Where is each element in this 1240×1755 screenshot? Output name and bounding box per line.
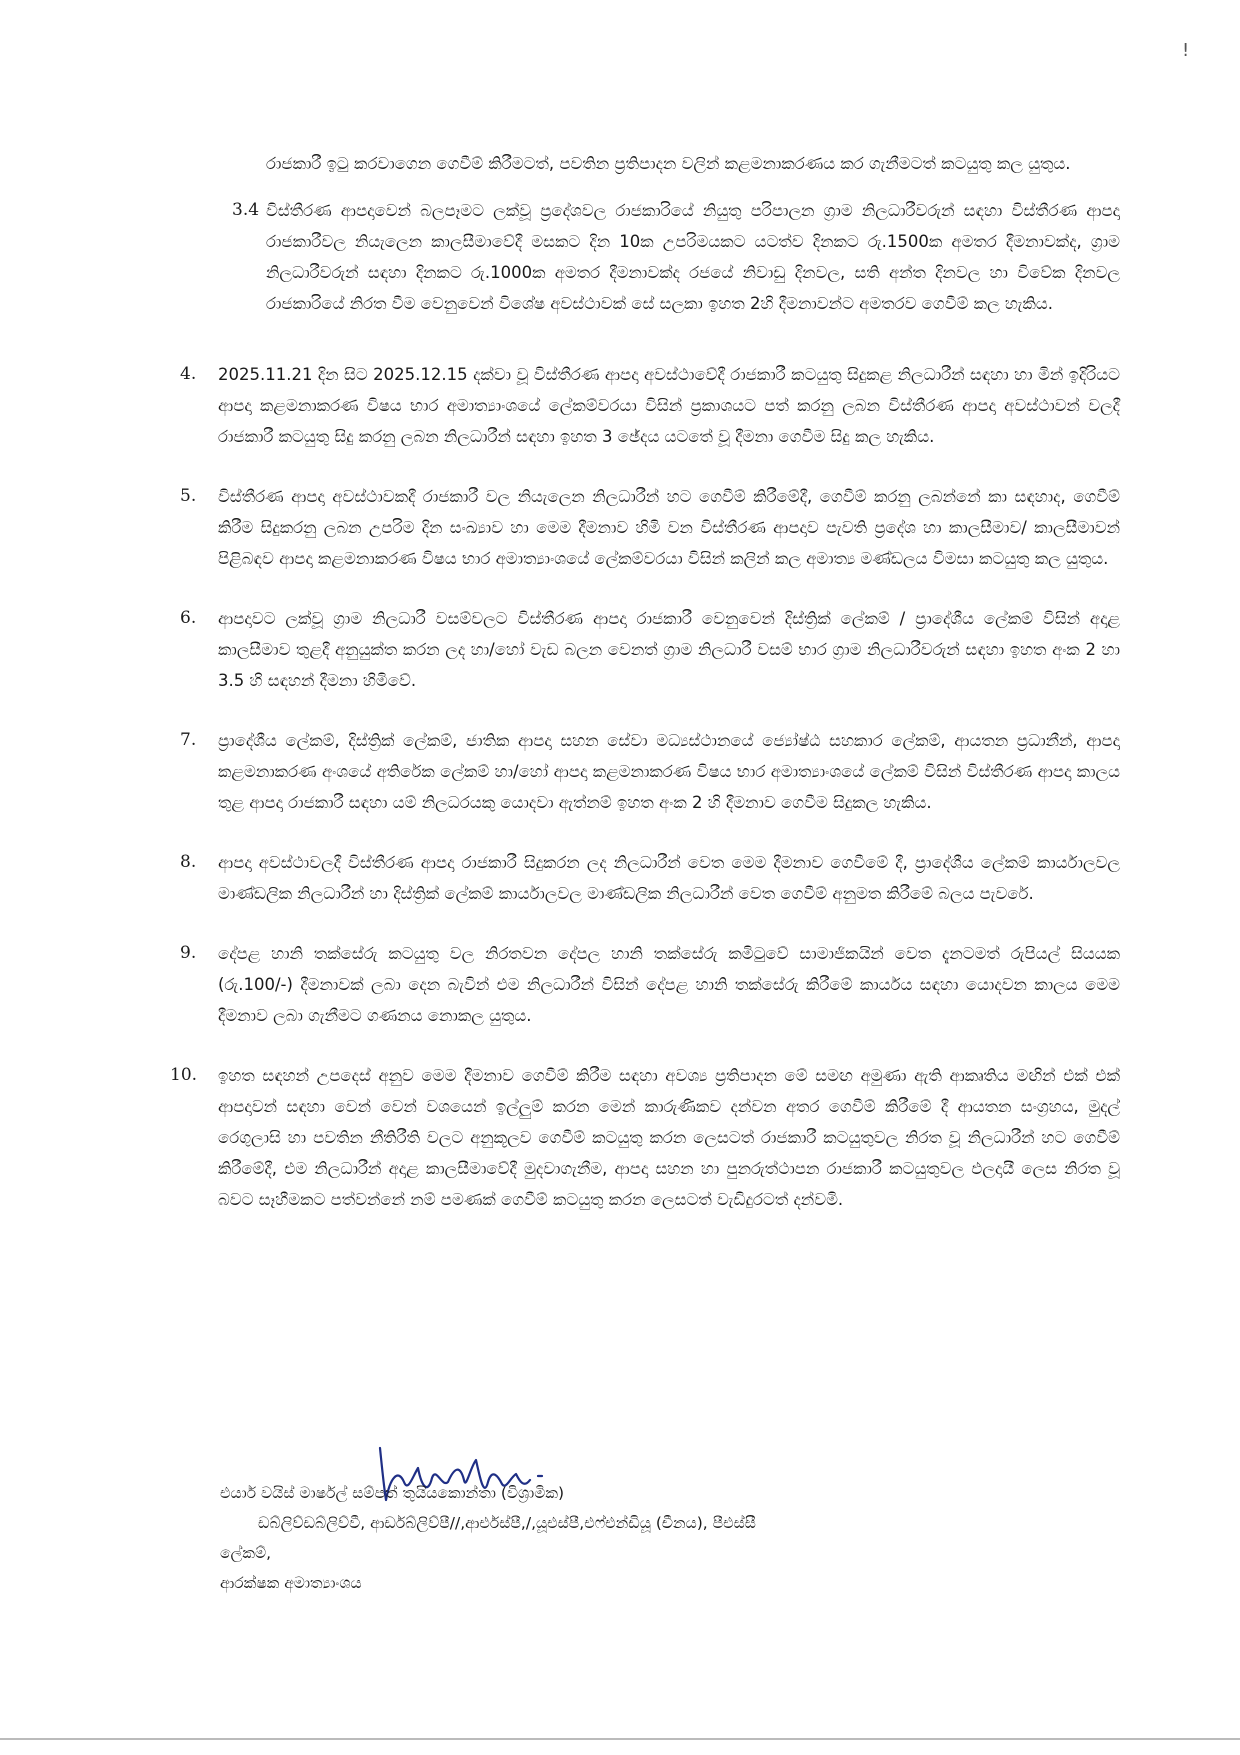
item-number: 7. — [180, 730, 197, 750]
signature-block — [220, 1478, 1120, 1598]
list-item-6 — [180, 603, 1120, 696]
list-item-5 — [180, 481, 1120, 574]
item-text: 2025.11.21 දින සිට 2025.12.15 දක්වා වූ විස්තීරණ ආපදා අවස්ථාවේදී රාජකාරී කටයුතු සිදුකළ නිලධාරීන් සඳහා හා මින් ඉදිරියට ආපදා කළමනාකරණ විෂය භාර අමාත්‍යාංශයේ ලේකම්වරයා විසින් ප්‍රකාශයට පත් කරනු ලබන විස්තීරණ ආපදා අවස්ථාවන් වලදී රාජකාරී කටයුතු සිදු කරනු ලබන නිලධාරීන් සඳහා ඉහත 3 ඡේදය යටතේ වූ දීමනා ගෙවීම සිදු කල හැකිය. — [218, 365, 1120, 446]
item-number: 10. — [170, 1065, 198, 1085]
list-item-10 — [170, 1060, 1120, 1215]
item-text: විස්තීරණ ආපදා අවස්ථාවකදී රාජකාරී වල නියැලෙන නිලධාරීන් හට ගෙවීම් කිරීමේදී, ගෙවීම් කරනු ලබන්නේ කා සඳහාද, ගෙවීම් කිරීම සිදුකරනු ලබන උපරිම දින සංඛ්‍යාව හා මෙම දීමනාව හිමි වන විස්තීරණ ආපදාව පැවති ප්‍රදේශ හා කාලසීමාව/ කාලසීමාවන් පිළිබඳව ආපදා කළමනාකරණ විෂය භාර අමාත්‍යාංශයේ ලේකම්වරයා විසින් කලින් කල අමාත්‍ය මණ්ඩලය විමසා කටයුතු කල යුතුය. — [218, 487, 1120, 568]
item-text: ආපදාවට ලක්වූ ග්‍රාම නිලධාරී වසම්වලට විස්තීරණ ආපදා රාජකාරී වෙනුවෙන් දිස්ත්‍රික් ලේකම් / ප්‍රාදේශීය ලේකම් විසින් අදාළ කාලසීමාව තුළදී අනුයුක්ත කරන ලද හා/හෝ වැඩ බලන වෙනත් ග්‍රාම නිලධාරී වසම් භාර ග්‍රාම නිලධාරීවරුන් සඳහා ඉහත අංක 2 හා 3.5 හි සඳහන් දීමනා හිමිවේ. — [218, 609, 1120, 690]
list-item-4 — [180, 359, 1120, 452]
intro-paragraph: රාජකාරී ඉටු කරවාගෙන ගෙවීම් කිරීමටත්, පවතින ප්‍රතිපාදන වලින් කළමනාකරණය කර ගැනීමටත් කටයුතු කල යුතුය. — [266, 154, 1071, 173]
item-text: ඉහත සඳහන් උපදෙස් අනුව මෙම දීමනාව ගෙවීම් කිරීම සඳහා අවශ්‍ය ප්‍රතිපාදන මේ සමඟ අමුණා ඇති ආකෘතිය මඟින් එක් එක් ආපදාවන් සඳහා වෙන් වෙන් වශයෙන් ඉල්ලුම් කරන මෙන් කාරුණිකව දන්වන අතර ගෙවීම් කිරීමේ දී ආයතන සංග්‍රහය, මුදල් රෙගුලාසි හා පවතින නීතිරීති වලට අනුකූලව ගෙවීම් කටයුතු කරන ලෙසටත් රාජකාරී කටයුතුවල නිරත වූ නිලධාරීන් හට ගෙවීම් කිරීමේදී, එම නිලධාරීන් අදාළ කාලසීමාවේදී මුදවාගැනීම, ආපදා සහන හා පුනරුත්ථාපන රාජකාරී කටයුතුවල ඵලදායී ලෙස නිරත වූ බවට සෑහීමකට පත්වන්නේ නම් පමණක් ගෙවීම් කටයුතු කරන ලෙසටත් වැඩිදුරටත් දන්වමි. — [218, 1066, 1120, 1209]
item-text: ප්‍රාදේශීය ලේකම්, දිස්ත්‍රික් ලේකම්, ජාතික ආපදා සහන සේවා මධ්‍යස්ථානයේ ජ්‍යෝෂ්ඨ සහකාර ලේකම්, ආයතන ප්‍රධානීන්, ආපදා කළමනාකරණ අංශයේ අතිරේක ලේකම් හා/හෝ ආපදා කළමනාකරණ විෂය භාර අමාත්‍යාංශයේ ලේකම් විසින් විස්තීරණ ආපදා කාලය තුළ ආපදා රාජකාරී සඳහා යම් නිලධරයකු යොදවා ඇත්නම් ඉහත අංක 2 හි දීමනාව ගෙවීම සිදුකල හැකිය. — [218, 731, 1120, 812]
section-text: විස්තීරණ ආපදාවෙන් බලපෑමට ලක්වූ ප්‍රදේශවල රාජකාරියේ නියුතු පරිපාලන ග්‍රාම නිලධාරීවරුන් සඳහා විස්තීරණ ආපදා රාජකාරීවල නියැලෙන කාලසීමාවේදී මසකට දින 10ක උපරිමයකට යටත්ව දිනකට රු.1500ක අමතර දීමනාවක්ද, ග්‍රාම නිලධාරීවරුන් සඳහා දිනකට රු.1000ක අමතර දීමනාවක්ද රජයේ නිවාඩු දිනවල, සති අන්ත දිනවල හා විවේක දිනවල රාජකාරියේ නිරත වීම වෙනුවෙන් විශේෂ අවස්ථාවක් සේ සලකා ඉහත 2හි දීමනාවන්ට අමතරව ගෙවීම් කල හැකිය. — [266, 201, 1120, 313]
signatory-decorations: ඩබ්ලිව්ඩබ්ලිව්වී, ආර්ඩබ්ලිව්පී//,ආර්එස්පී,/,යූඑස්පී,එෆ්එන්ඩියූ (චීනය), පීඑස්සී — [258, 1514, 756, 1532]
signatory-title: ලේකම්, — [220, 1544, 272, 1562]
item-number: 5. — [180, 486, 197, 506]
item-text: දේපළ හානි තක්සේරු කටයුතු වල නිරතවන දේපල හානි තක්සේරු කමිටුවේ සාමාජිකයින් වෙත දැනටමත් රුපියල් සියයක (රු.100/-) දීමනාවක් ලබා දෙන බැවින් එම නිලධාරීන් විසින් දේපළ හානි තක්සේරු කිරීමේ කාර්යය සඳහා යොදවන කාලය මෙම දීමනාව ලබා ගැනීමට ගණනය නොකල යුතුය. — [218, 944, 1120, 1025]
item-number: 6. — [180, 608, 197, 628]
item-number: 8. — [180, 852, 197, 872]
section-number: 3.4 — [232, 200, 260, 220]
item-text: ආපදා අවස්ථාවලදී විස්තීරණ ආපදා රාජකාරී සිදුකරන ලද නිලධාරීන් වෙත මෙම දීමනාව ගෙවීමේ දී, ප්‍රාදේශීය ලේකම් කාර්යාලවල මාණ්ඩලික නිලධාරීන් හා දිස්ත්‍රික් ලේකම් කාර්යාලවල මාණ්ඩලික නිලධාරීන් වෙත ගෙවීම් අනුමත කිරීමේ බලය පැවරේ. — [218, 853, 1120, 903]
list-item-9 — [180, 938, 1120, 1031]
page-mark: ! — [1182, 40, 1190, 61]
document-body — [170, 148, 1120, 1215]
item-number: 4. — [180, 364, 197, 384]
section-3-4 — [232, 195, 1120, 319]
page-bottom-edge — [0, 1738, 1240, 1740]
signatory-ministry: ආරක්ෂක අමාත්‍යාංශය — [220, 1574, 362, 1592]
list-item-7 — [180, 725, 1120, 818]
item-number: 9. — [180, 943, 197, 963]
list-item-8 — [180, 847, 1120, 909]
signatory-name: එයාර් වයිස් මාර්ෂල් සම්පත් තුයියකොන්තා (විශ්‍රාමික) — [220, 1484, 565, 1502]
